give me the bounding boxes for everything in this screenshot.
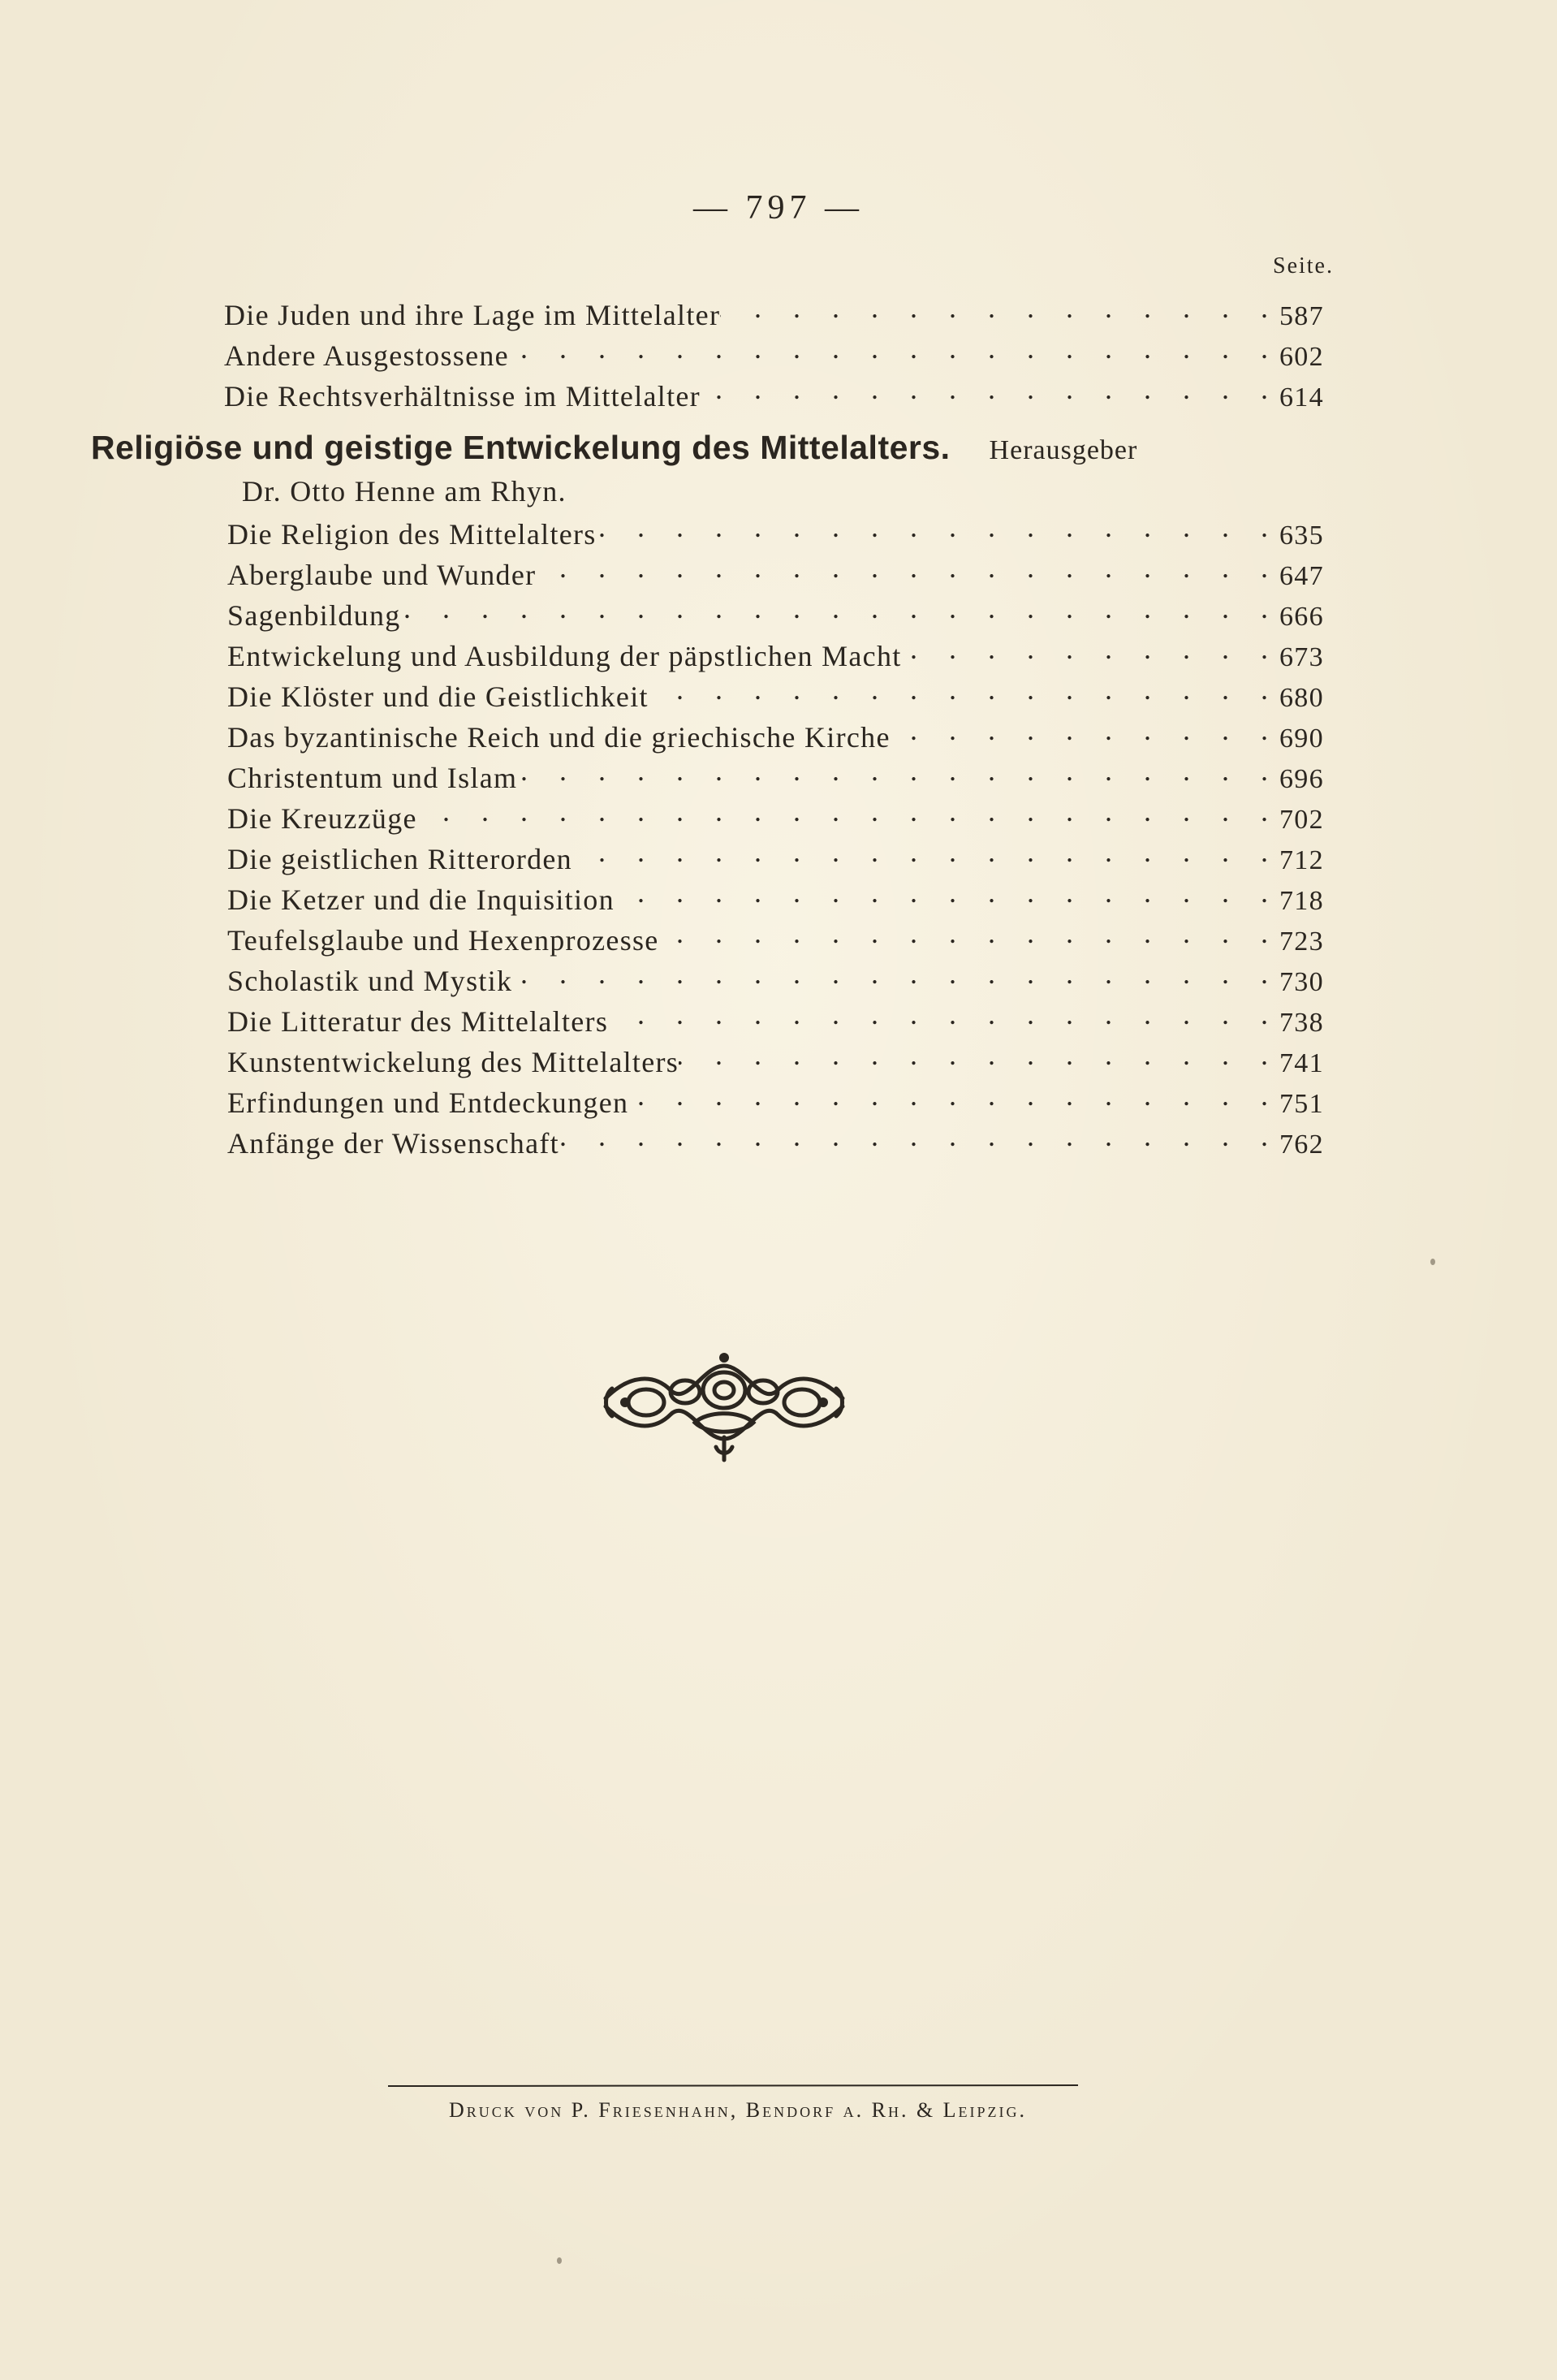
toc-entry-title: Die Kreuzzüge: [227, 802, 417, 835]
toc-entry-title: Andere Ausgestossene: [224, 339, 509, 372]
toc-entry: [224, 372, 1344, 413]
toc-entry-title: Die Litteratur des Mittelalters: [227, 1005, 609, 1038]
toc-entry-title: Die Rechtsverhältnisse im Mittelalter: [224, 380, 701, 413]
toc-entry: [227, 1078, 1344, 1119]
toc-entry-title: Entwickelung und Ausbildung der päpstlichen Macht: [227, 640, 902, 672]
toc-entry-page: 751: [1279, 1089, 1324, 1119]
toc-entry-title: Sagenbildung: [227, 599, 401, 632]
toc-entry: [227, 754, 1344, 794]
toc-entry-title: Christentum und Islam: [227, 762, 518, 794]
toc-entry-page: 680: [1279, 683, 1324, 713]
toc-entry-title: Die Juden und ihre Lage im Mittelalter: [224, 299, 721, 331]
toc-entry: [227, 1119, 1344, 1160]
dot-leader: [608, 997, 1279, 1031]
toc-entry-page: 762: [1279, 1130, 1324, 1160]
dot-leader: [615, 875, 1279, 909]
dot-leader: [401, 591, 1279, 625]
toc-entry-page: 673: [1279, 642, 1324, 672]
paper-speck: [1430, 1259, 1435, 1265]
dot-leader: [536, 551, 1279, 585]
toc-entry-page: 635: [1279, 520, 1324, 551]
toc-entry-page: 712: [1279, 845, 1324, 875]
toc-entry: [227, 835, 1344, 875]
toc-entry-title: Die geistlichen Ritterorden: [227, 843, 572, 875]
toc-entry: [227, 957, 1344, 997]
dot-leader: [902, 632, 1279, 666]
toc-entry-title: Die Religion des Mittelalters: [227, 518, 597, 551]
editor-name: Dr. Otto Henne am Rhyn.: [242, 475, 567, 508]
toc-entry: [227, 632, 1344, 672]
toc-entry: [227, 1038, 1344, 1078]
toc-entry-page: 647: [1279, 561, 1324, 591]
section-title: Religiöse und geistige Entwickelung des Mittelalters.: [91, 429, 951, 466]
toc-entry-page: 614: [1279, 382, 1324, 413]
toc-entry-page: 702: [1279, 805, 1324, 835]
toc-entry: [227, 997, 1344, 1038]
dot-leader: [597, 510, 1279, 544]
toc-entry-page: 690: [1279, 724, 1324, 754]
toc-entry: [227, 510, 1344, 551]
toc-entry: [227, 875, 1344, 916]
dot-leader: [417, 794, 1279, 828]
toc-entry-title: Das byzantinische Reich und die griechische Kirche: [227, 721, 891, 754]
toc-entry: [227, 916, 1344, 957]
dot-leader: [572, 835, 1279, 869]
printer-imprint: Druck von P. Friesenhahn, Bendorf a. Rh. & Leipzig.: [448, 2098, 1028, 2122]
toc-entry-page: 587: [1279, 301, 1324, 331]
toc-entry: [227, 672, 1344, 713]
dot-leader: [679, 1038, 1279, 1072]
dot-leader: [559, 1119, 1279, 1153]
page-number: — 797 —: [693, 189, 864, 227]
dot-leader: [720, 291, 1279, 325]
toc-entry: [224, 331, 1344, 372]
toc-entry-title: Die Klöster und die Geistlichkeit: [227, 680, 649, 713]
dot-leader: [512, 957, 1279, 991]
celtic-knot-ornament-icon: [597, 1341, 851, 1463]
toc-entry-page: 696: [1279, 764, 1324, 794]
dot-leader: [659, 916, 1279, 950]
toc-entry: [227, 551, 1344, 591]
toc-entry-title: Die Ketzer und die Inquisition: [227, 883, 615, 916]
toc-entry: [227, 713, 1344, 754]
toc-entry-title: Teufelsglaube und Hexenprozesse: [227, 924, 659, 957]
paper-speck: [557, 2257, 562, 2264]
footer-rule: [388, 2084, 1078, 2088]
toc-entry-page: 738: [1279, 1008, 1324, 1038]
toc-entry-page: 730: [1279, 967, 1324, 997]
dot-leader: [701, 372, 1279, 406]
section-heading: [91, 429, 1137, 467]
toc-entry-page: 723: [1279, 927, 1324, 957]
toc-entry-title: Anfänge der Wissenschaft: [227, 1127, 559, 1160]
dot-leader: [517, 754, 1279, 788]
dot-leader: [649, 672, 1279, 706]
toc-entry-title: Scholastik und Mystik: [227, 965, 513, 997]
dot-leader: [509, 331, 1279, 365]
column-header-seite: Seite.: [1273, 253, 1334, 279]
dot-leader: [891, 713, 1279, 747]
toc-entry-title: Aberglaube und Wunder: [227, 559, 537, 591]
toc-entry-page: 602: [1279, 342, 1324, 372]
toc-entry: [227, 794, 1344, 835]
toc-entry-page: 741: [1279, 1048, 1324, 1078]
toc-entry-title: Kunstentwickelung des Mittelalters: [227, 1046, 679, 1078]
toc-entry-page: 718: [1279, 886, 1324, 916]
toc-entry-page: 666: [1279, 602, 1324, 632]
toc-entry: [227, 591, 1344, 632]
toc-entry-title: Erfindungen und Entdeckungen: [227, 1086, 629, 1119]
editor-label: Herausgeber: [989, 435, 1138, 465]
toc-entry: [224, 291, 1344, 331]
dot-leader: [628, 1078, 1279, 1112]
